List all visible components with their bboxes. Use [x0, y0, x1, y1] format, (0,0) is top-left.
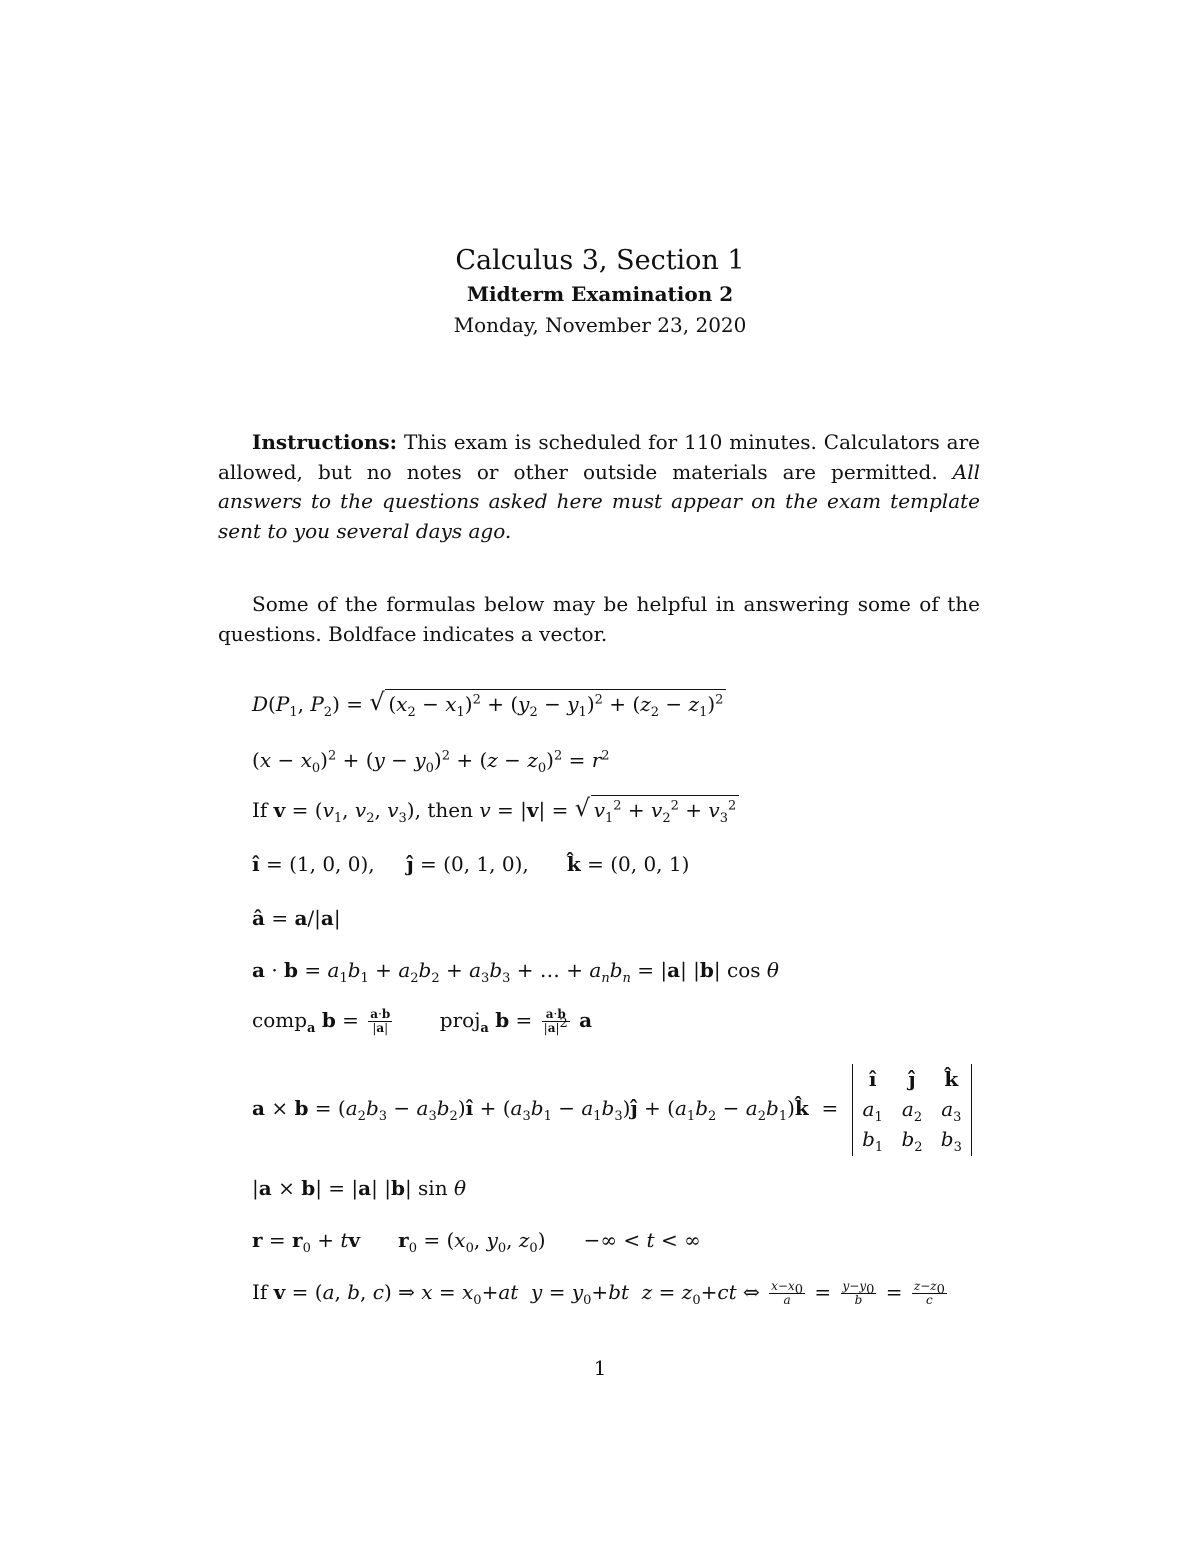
formula-line-vector: $r = r_0$ + tv $r_0 = (x_0$, $y_0$, $z_0$) −∞ < t < ∞	[252, 1228, 701, 1256]
formula-line-parametric: If v = (a, b, c) ⇒ $x = x_0+at$ $y = y_0+bt$ $z = z_0+ct$ ⇔ $\frac{x-x_0}{a}$ = $\frac{y-y_0}{b}$ = $\frac{z-z_0}{c}$	[252, 1279, 945, 1308]
formula-magnitude: If $v = (v_1$, $v_2$, $v_3$), then v = |v| = √ $v_1^2 + v_2^2 + v_3^2$	[252, 798, 739, 822]
page-number: 1	[593, 1356, 607, 1380]
intro-paragraph: Some of the formulas below may be helpful in answering some of the questions. Boldface indicates a vector.	[218, 592, 980, 646]
instructions-text: This exam is scheduled for 110 minutes. Calculators are allowed, but no notes or other outside materials are permitted.	[218, 430, 980, 484]
formula-distance: $D(P_1$, $P_2$) = √ $(x_2 - x_1)^2 + (y_2 - y_1)^2 + (z_2 - z_1)^2$	[252, 692, 726, 716]
exam-title: Calculus 3, Section 1	[455, 245, 745, 276]
formula-comp-proj: comp$_a$ b = $\frac{a\cdot b}{|a|}$ proj$_a$ b = $\frac{a\cdot b}{|a|^2}$ a	[252, 1007, 593, 1036]
formula-unit-vector: â = a/|a|	[252, 906, 341, 930]
formula-cross-product: $a \times b = (a_2b_3$ − $a_3b_2)î + (a_3b_1$ − $a_1b_3)ĵ + (a_1b_2$ − $a_2b_1)k̂$ =	[252, 1096, 839, 1124]
formula-sphere: $(x - x_0)^2 + (y - y_0)^2 + (z - z_0)^2 = r^2$	[252, 748, 610, 776]
cross-product-determinant: î ĵ k̂ $a_1$ $a_2$ $a_3$ $b_1$ $b_2$ $b_3$	[852, 1064, 972, 1156]
formula-unit-vectors: î = (1, 0, 0), ĵ = (0, 1, 0), k̂ = (0, 0, 1)	[252, 852, 690, 876]
instructions-paragraph	[218, 428, 980, 546]
title-block	[0, 244, 1200, 340]
instructions-emphasis: All answers to the questions asked here must appear on the exam template sent to you several days ago.	[218, 459, 980, 543]
instructions-label: Instructions:	[252, 430, 398, 454]
exam-date: Monday, November 23, 2020	[453, 313, 747, 337]
formula-dot-product: $a \cdot b = a_1b_1 + a_2b_2 + a_3b_3$ + … + $a_nb_n = |a|$ |b| cos θ	[252, 958, 779, 986]
formula-cross-magnitude: |a × b| = |a| |b| sin θ	[252, 1176, 466, 1200]
exam-subtitle: Midterm Examination 2	[466, 282, 734, 306]
